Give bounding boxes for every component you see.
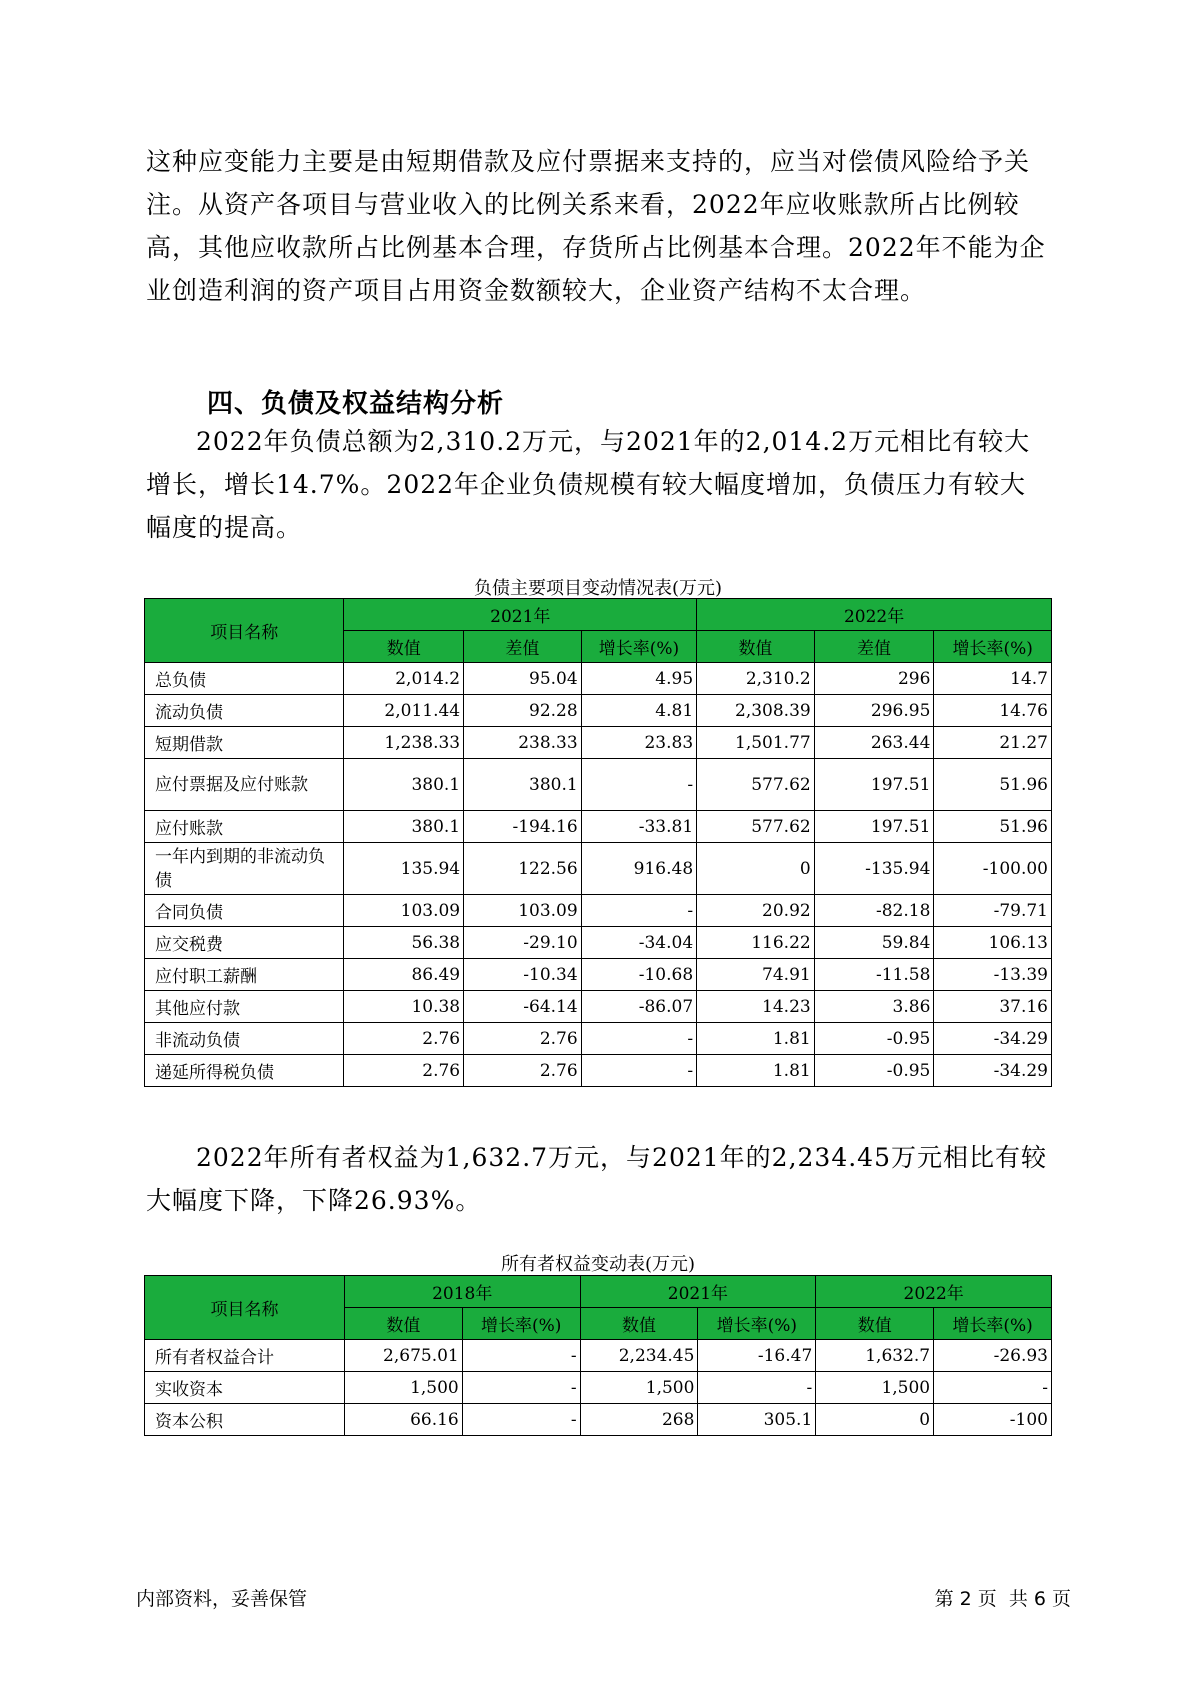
value-cell: -34.29 bbox=[934, 1023, 1052, 1055]
value-cell: -79.71 bbox=[934, 895, 1052, 927]
header-year-2022: 2022年 bbox=[816, 1276, 1052, 1308]
value-cell: 10.38 bbox=[344, 991, 464, 1023]
subheader-diff: 差值 bbox=[464, 631, 582, 663]
value-cell: 135.94 bbox=[344, 843, 464, 895]
table-row bbox=[145, 1055, 1052, 1087]
table-row bbox=[145, 811, 1052, 843]
subheader-value: 数值 bbox=[580, 1308, 698, 1340]
value-cell: 59.84 bbox=[814, 927, 934, 959]
value-cell: 916.48 bbox=[581, 843, 696, 895]
table-row bbox=[145, 1023, 1052, 1055]
value-cell: 14.7 bbox=[934, 663, 1052, 695]
row-label-cell: 短期借款 bbox=[145, 727, 344, 759]
value-cell: 116.22 bbox=[697, 927, 815, 959]
row-label-cell: 其他应付款 bbox=[145, 991, 344, 1023]
value-cell: -13.39 bbox=[934, 959, 1052, 991]
value-cell: 296.95 bbox=[814, 695, 934, 727]
value-cell: 1,501.77 bbox=[697, 727, 815, 759]
value-cell: -10.34 bbox=[464, 959, 582, 991]
value-cell: 37.16 bbox=[934, 991, 1052, 1023]
table-row bbox=[145, 759, 1052, 811]
value-cell: - bbox=[698, 1372, 816, 1404]
value-cell: 577.62 bbox=[697, 811, 815, 843]
value-cell: 263.44 bbox=[814, 727, 934, 759]
value-cell: 577.62 bbox=[697, 759, 815, 811]
table-row bbox=[145, 927, 1052, 959]
table-row bbox=[145, 663, 1052, 695]
value-cell: 122.56 bbox=[464, 843, 582, 895]
table1-caption: 负债主要项目变动情况表(万元) bbox=[473, 578, 723, 599]
subheader-value: 数值 bbox=[344, 1308, 462, 1340]
value-cell: 4.95 bbox=[581, 663, 696, 695]
equity-table bbox=[144, 1275, 1052, 1436]
table2-caption: 所有者权益变动表(万元) bbox=[500, 1254, 696, 1275]
value-cell: 95.04 bbox=[464, 663, 582, 695]
value-cell: -82.18 bbox=[814, 895, 934, 927]
table-row bbox=[145, 959, 1052, 991]
subheader-growth: 增长率(%) bbox=[934, 631, 1052, 663]
subheader-growth: 增长率(%) bbox=[462, 1308, 580, 1340]
value-cell: 4.81 bbox=[581, 695, 696, 727]
value-cell: -34.04 bbox=[581, 927, 696, 959]
value-cell: -11.58 bbox=[814, 959, 934, 991]
row-label-cell: 实收资本 bbox=[145, 1372, 345, 1404]
row-label-cell: 流动负债 bbox=[145, 695, 344, 727]
row-label-cell: 一年内到期的非流动负债 bbox=[145, 843, 344, 895]
value-cell: 1,500 bbox=[816, 1372, 934, 1404]
value-cell: -10.68 bbox=[581, 959, 696, 991]
value-cell: 0 bbox=[697, 843, 815, 895]
value-cell: 56.38 bbox=[344, 927, 464, 959]
value-cell: 74.91 bbox=[697, 959, 815, 991]
value-cell: - bbox=[581, 759, 696, 811]
value-cell: -0.95 bbox=[814, 1055, 934, 1087]
header-year-2018: 2018年 bbox=[344, 1276, 580, 1308]
value-cell: -34.29 bbox=[934, 1055, 1052, 1087]
value-cell: -194.16 bbox=[464, 811, 582, 843]
section-heading: 四、负债及权益结构分析 bbox=[207, 389, 505, 419]
row-label-cell: 总负债 bbox=[145, 663, 344, 695]
value-cell: - bbox=[581, 1055, 696, 1087]
value-cell: -100.00 bbox=[934, 843, 1052, 895]
value-cell: -100 bbox=[934, 1404, 1052, 1436]
value-cell: 380.1 bbox=[464, 759, 582, 811]
value-cell: 380.1 bbox=[344, 759, 464, 811]
footer-page-number: 第 2 页 共 6 页 bbox=[934, 1588, 1071, 1610]
value-cell: - bbox=[934, 1372, 1052, 1404]
value-cell: 1.81 bbox=[697, 1055, 815, 1087]
row-label-cell: 应付账款 bbox=[145, 811, 344, 843]
value-cell: 197.51 bbox=[814, 811, 934, 843]
header-year-2021: 2021年 bbox=[580, 1276, 816, 1308]
value-cell: 197.51 bbox=[814, 759, 934, 811]
subheader-growth: 增长率(%) bbox=[581, 631, 696, 663]
value-cell: - bbox=[462, 1340, 580, 1372]
value-cell: 296 bbox=[814, 663, 934, 695]
value-cell: 51.96 bbox=[934, 811, 1052, 843]
subheader-diff: 差值 bbox=[814, 631, 934, 663]
value-cell: 14.23 bbox=[697, 991, 815, 1023]
value-cell: -16.47 bbox=[698, 1340, 816, 1372]
value-cell: 1,238.33 bbox=[344, 727, 464, 759]
subheader-value: 数值 bbox=[344, 631, 464, 663]
value-cell: 14.76 bbox=[934, 695, 1052, 727]
value-cell: - bbox=[581, 895, 696, 927]
footer-confidential-note: 内部资料，妥善保管 bbox=[136, 1588, 308, 1610]
value-cell: 106.13 bbox=[934, 927, 1052, 959]
header-year-2022: 2022年 bbox=[697, 599, 1052, 631]
value-cell: 23.83 bbox=[581, 727, 696, 759]
value-cell: -33.81 bbox=[581, 811, 696, 843]
value-cell: 2,675.01 bbox=[344, 1340, 462, 1372]
value-cell: -135.94 bbox=[814, 843, 934, 895]
row-label-cell: 应付票据及应付账款 bbox=[145, 759, 344, 811]
value-cell: 380.1 bbox=[344, 811, 464, 843]
value-cell: -26.93 bbox=[934, 1340, 1052, 1372]
value-cell: -86.07 bbox=[581, 991, 696, 1023]
row-label-cell: 应付职工薪酬 bbox=[145, 959, 344, 991]
value-cell: 20.92 bbox=[697, 895, 815, 927]
value-cell: 1.81 bbox=[697, 1023, 815, 1055]
value-cell: 2.76 bbox=[464, 1055, 582, 1087]
value-cell: 92.28 bbox=[464, 695, 582, 727]
table-row bbox=[145, 843, 1052, 895]
subheader-growth: 增长率(%) bbox=[698, 1308, 816, 1340]
value-cell: 2,234.45 bbox=[580, 1340, 698, 1372]
row-label-cell: 应交税费 bbox=[145, 927, 344, 959]
liabilities-table bbox=[144, 598, 1052, 1087]
value-cell: 103.09 bbox=[344, 895, 464, 927]
value-cell: 0 bbox=[816, 1404, 934, 1436]
value-cell: -0.95 bbox=[814, 1023, 934, 1055]
table-row bbox=[145, 727, 1052, 759]
value-cell: - bbox=[581, 1023, 696, 1055]
subheader-value: 数值 bbox=[816, 1308, 934, 1340]
value-cell: - bbox=[462, 1372, 580, 1404]
value-cell: 2.76 bbox=[344, 1055, 464, 1087]
value-cell: 86.49 bbox=[344, 959, 464, 991]
table-row bbox=[145, 991, 1052, 1023]
table-row bbox=[145, 895, 1052, 927]
subheader-value: 数值 bbox=[697, 631, 815, 663]
value-cell: 103.09 bbox=[464, 895, 582, 927]
header-item-name: 项目名称 bbox=[145, 1276, 345, 1340]
row-label-cell: 非流动负债 bbox=[145, 1023, 344, 1055]
header-year-2021: 2021年 bbox=[344, 599, 697, 631]
value-cell: 1,500 bbox=[580, 1372, 698, 1404]
header-item-name: 项目名称 bbox=[145, 599, 344, 663]
value-cell: 2,014.2 bbox=[344, 663, 464, 695]
value-cell: 2,011.44 bbox=[344, 695, 464, 727]
value-cell: 2.76 bbox=[344, 1023, 464, 1055]
value-cell: 2.76 bbox=[464, 1023, 582, 1055]
row-label-cell: 所有者权益合计 bbox=[145, 1340, 345, 1372]
value-cell: 2,310.2 bbox=[697, 663, 815, 695]
value-cell: 238.33 bbox=[464, 727, 582, 759]
value-cell: -29.10 bbox=[464, 927, 582, 959]
table-row bbox=[145, 1340, 1052, 1372]
row-label-cell: 递延所得税负债 bbox=[145, 1055, 344, 1087]
table-row bbox=[145, 695, 1052, 727]
value-cell: 2,308.39 bbox=[697, 695, 815, 727]
value-cell: 51.96 bbox=[934, 759, 1052, 811]
value-cell: 21.27 bbox=[934, 727, 1052, 759]
paragraph-asset-structure: 这种应变能力主要是由短期借款及应付票据来支持的，应当对偿债风险给予关注。从资产各项目与营业收入的比例关系来看，2022年应收账款所占比例较高，其他应收款所占比例基本合理，存货所占比例基本合理。2022年不能为企业创造利润的资产项目占用资金数额较大，企业资产结构不太合理。 bbox=[146, 147, 1046, 305]
value-cell: - bbox=[462, 1404, 580, 1436]
table-row bbox=[145, 1372, 1052, 1404]
paragraph-liabilities: 2022年负债总额为2,310.2万元，与2021年的2,014.2万元相比有较大增长，增长14.7%。2022年企业负债规模有较大幅度增加，负债压力有较大幅度的提高。 bbox=[146, 427, 1031, 542]
value-cell: 3.86 bbox=[814, 991, 934, 1023]
value-cell: 268 bbox=[580, 1404, 698, 1436]
row-label-cell: 资本公积 bbox=[145, 1404, 345, 1436]
value-cell: 305.1 bbox=[698, 1404, 816, 1436]
paragraph-equity: 2022年所有者权益为1,632.7万元，与2021年的2,234.45万元相比有较大幅度下降，下降26.93%。 bbox=[146, 1143, 1047, 1215]
row-label-cell: 合同负债 bbox=[145, 895, 344, 927]
value-cell: 66.16 bbox=[344, 1404, 462, 1436]
value-cell: -64.14 bbox=[464, 991, 582, 1023]
value-cell: 1,632.7 bbox=[816, 1340, 934, 1372]
value-cell: 1,500 bbox=[344, 1372, 462, 1404]
table-row bbox=[145, 1404, 1052, 1436]
subheader-growth: 增长率(%) bbox=[934, 1308, 1052, 1340]
